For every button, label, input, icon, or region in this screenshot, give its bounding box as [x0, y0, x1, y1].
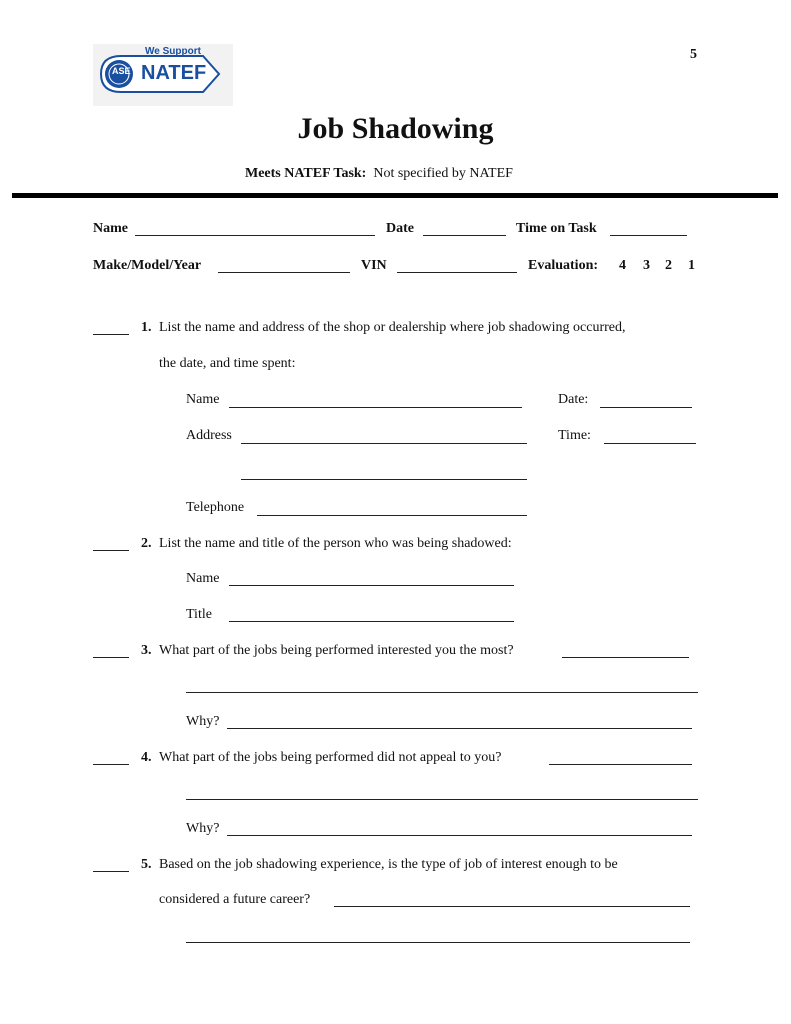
time-on-task-field[interactable]: [610, 235, 687, 236]
task-line: [245, 166, 513, 182]
q3-score-blank[interactable]: [93, 657, 129, 658]
q4-answer-field[interactable]: [549, 764, 692, 765]
q5-answer-field[interactable]: [334, 906, 690, 907]
page-title: Job Shadowing: [297, 112, 494, 145]
q3-answer-field-2[interactable]: [186, 692, 698, 693]
q1-date-label: Date:: [558, 392, 589, 407]
q4-why-field[interactable]: [227, 835, 692, 836]
q1-time-field[interactable]: [604, 443, 696, 444]
q2-text: List the name and title of the person who was being shadowed:: [159, 536, 512, 551]
q2-score-blank[interactable]: [93, 550, 129, 551]
q4-text: What part of the jobs being performed did not appeal to you?: [159, 750, 502, 765]
q1-time-label: Time:: [558, 428, 591, 443]
evaluation-score[interactable]: 4: [619, 258, 626, 273]
evaluation-score[interactable]: 3: [643, 258, 650, 273]
logo-main-text: NATEF: [141, 62, 207, 84]
q2-title-label: Title: [186, 607, 212, 622]
q3-why-label: Why?: [186, 714, 220, 729]
vin-field[interactable]: [397, 272, 517, 273]
q4-why-label: Why?: [186, 821, 220, 836]
q1-score-blank[interactable]: [93, 334, 129, 335]
q1-address-field[interactable]: [241, 443, 527, 444]
logo-badge-text: ASE: [112, 66, 131, 76]
q4-answer-field-2[interactable]: [186, 799, 698, 800]
time-on-task-label: Time on Task: [516, 221, 597, 236]
q5-number: 5.: [141, 857, 152, 872]
q3-number: 3.: [141, 643, 152, 658]
vin-label: VIN: [361, 258, 387, 273]
q4-number: 4.: [141, 750, 152, 765]
q1-name-field[interactable]: [229, 407, 522, 408]
q1-address-field-2[interactable]: [241, 479, 527, 480]
evaluation-score[interactable]: 2: [665, 258, 672, 273]
q1-text-cont: the date, and time spent:: [159, 356, 296, 371]
name-label: Name: [93, 221, 128, 236]
date-label: Date: [386, 221, 414, 236]
q5-answer-field-2[interactable]: [186, 942, 690, 943]
evaluation-score[interactable]: 1: [688, 258, 695, 273]
q4-score-blank[interactable]: [93, 764, 129, 765]
q2-name-field[interactable]: [229, 585, 514, 586]
q1-telephone-field[interactable]: [257, 515, 527, 516]
natef-logo: [93, 44, 233, 106]
q2-name-label: Name: [186, 571, 220, 586]
task-value: Not specified by NATEF: [373, 166, 513, 181]
q5-score-blank[interactable]: [93, 871, 129, 872]
q3-answer-field[interactable]: [562, 657, 689, 658]
header-divider: [12, 193, 778, 198]
q5-text: Based on the job shadowing experience, is the type of job of interest enough to be: [159, 857, 618, 872]
page-number: 5: [690, 47, 697, 62]
q1-text: List the name and address of the shop or dealership where job shadowing occurred,: [159, 320, 626, 335]
name-field[interactable]: [135, 235, 375, 236]
make-model-year-label: Make/Model/Year: [93, 258, 202, 273]
make-model-year-field[interactable]: [218, 272, 350, 273]
evaluation-label: Evaluation:: [528, 258, 599, 273]
q1-address-label: Address: [186, 428, 232, 443]
q3-why-field[interactable]: [227, 728, 692, 729]
q2-title-field[interactable]: [229, 621, 514, 622]
q2-number: 2.: [141, 536, 152, 551]
date-field[interactable]: [423, 235, 506, 236]
task-label: Meets NATEF Task:: [245, 166, 367, 181]
logo-top-text: We Support: [145, 46, 201, 57]
q1-name-label: Name: [186, 392, 220, 407]
q1-date-field[interactable]: [600, 407, 692, 408]
q3-text: What part of the jobs being performed interested you the most?: [159, 643, 514, 658]
q5-text-cont: considered a future career?: [159, 892, 311, 907]
q1-number: 1.: [141, 320, 152, 335]
q1-telephone-label: Telephone: [186, 500, 245, 515]
